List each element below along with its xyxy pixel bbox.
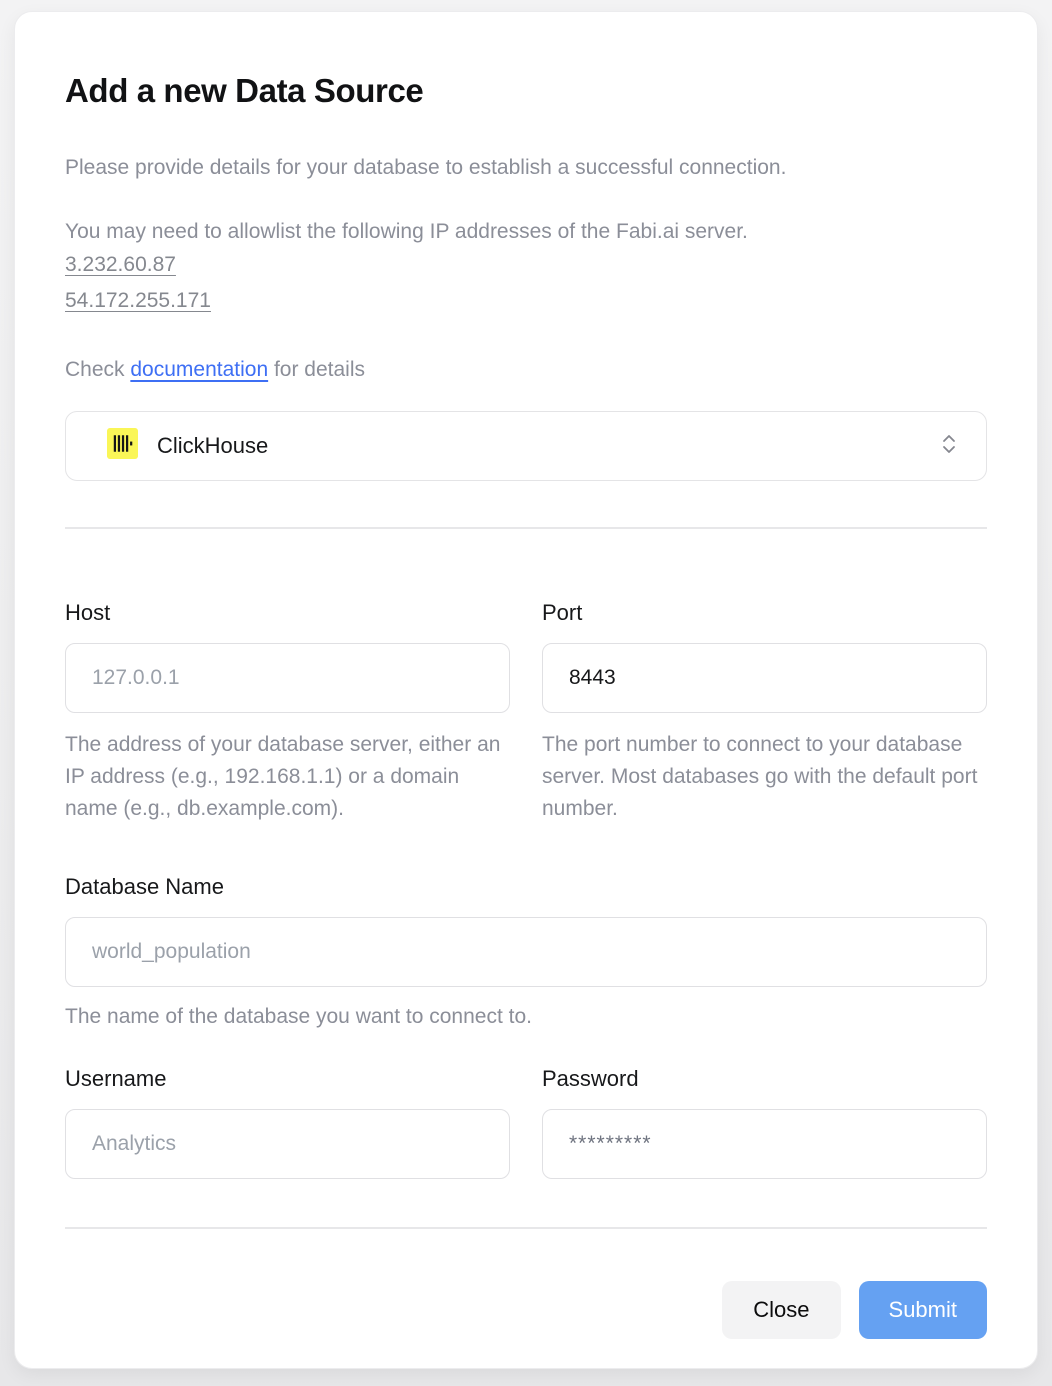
database-name-help-text: The name of the database you want to connect to.: [65, 1005, 532, 1028]
port-label: Port: [542, 600, 583, 625]
modal-title: Add a new Data Source: [65, 72, 424, 109]
modal-subtitle: Please provide details for your database to establish a successful connection.: [65, 156, 787, 179]
docs-suffix-text: for details: [268, 358, 366, 381]
datasource-select-value: ClickHouse: [157, 433, 269, 458]
chevron-updown-icon: [940, 432, 958, 461]
host-input[interactable]: [65, 643, 510, 713]
allowlist-note: You may need to allowlist the following IP addresses of the Fabi.ai server.: [65, 220, 748, 243]
username-field-group: [65, 1065, 510, 1179]
username-password-row: [65, 1065, 987, 1179]
section-divider-top: [65, 527, 987, 529]
database-name-label: Database Name: [65, 874, 224, 899]
documentation-line: [65, 355, 987, 385]
password-field-group: [542, 1065, 987, 1179]
close-button[interactable]: Close: [722, 1281, 840, 1339]
database-name-field-group: [65, 873, 987, 1033]
clickhouse-logo-icon: [107, 428, 138, 464]
host-field-group: [65, 599, 510, 825]
password-label: Password: [542, 1066, 639, 1091]
port-field-group: [542, 599, 987, 825]
username-input[interactable]: [65, 1109, 510, 1179]
host-help-text: The address of your database server, either an IP address (e.g., 192.168.1.1) or a domain name (e.g., db.example.com).: [65, 733, 501, 820]
ip-address-link-2[interactable]: 54.172.255.171: [65, 289, 211, 312]
port-input[interactable]: [542, 643, 987, 713]
add-data-source-modal: [14, 11, 1038, 1369]
modal-footer: [65, 1281, 987, 1339]
docs-prefix-text: Check: [65, 358, 131, 381]
host-port-row: [65, 599, 987, 825]
host-label: Host: [65, 600, 111, 625]
submit-button[interactable]: Submit: [859, 1281, 987, 1339]
port-help-text: The port number to connect to your database server. Most databases go with the default port number.: [542, 733, 978, 820]
documentation-link[interactable]: documentation: [130, 358, 269, 381]
datasource-select[interactable]: [65, 411, 987, 481]
ip-address-link-1[interactable]: 3.232.60.87: [65, 253, 176, 276]
password-input[interactable]: [542, 1109, 987, 1179]
username-label: Username: [65, 1066, 167, 1091]
database-name-input[interactable]: [65, 917, 987, 987]
footer-divider: [65, 1227, 987, 1229]
